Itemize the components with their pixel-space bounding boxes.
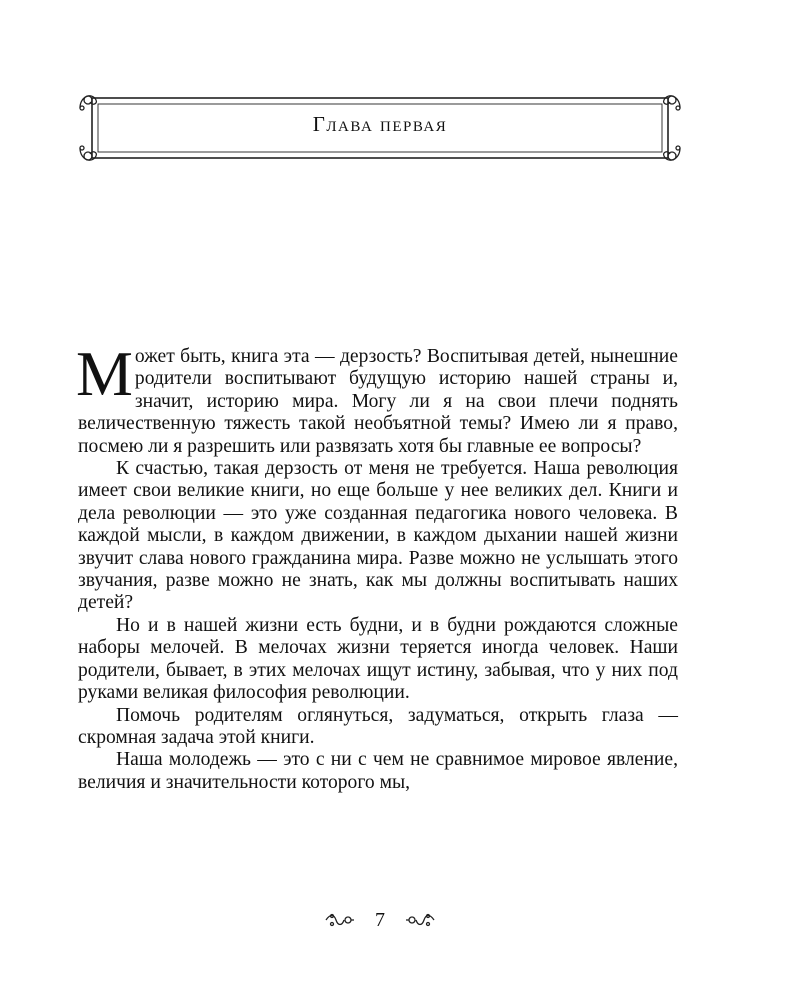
page-footer bbox=[0, 908, 760, 932]
paragraph-4: Помочь родителям оглянуться, задуматься, открыть глаза — скромная задача этой книги. bbox=[78, 704, 678, 748]
paragraph-5: Наша молодежь — это с ни с чем не сравнимое мировое явление, величия и значительности которого мы, bbox=[78, 749, 678, 793]
flourish-ornament-right-icon bbox=[406, 912, 436, 928]
dropcap-letter: М bbox=[76, 338, 133, 409]
paragraph-2: К счастью, такая дерзость от меня не требуется. Наша революция имеет свои великие книги, но еще больше у нее великих дел. Книги и дела революции — это уже созданная педагогика нового человека. В каждой мысли, в каждом движении, в каждом дыхании нашей жизни звучит слава нового гражданина мира. Разве можно не услышать этого звучания, разве можно не знать, как мы должны воспитывать наших детей? bbox=[78, 458, 678, 614]
paragraph-1-text: ожет быть, книга эта — дерзость? Воспитывая детей, нынешние родители воспитывают будущую историю нашей страны и, значит, историю мира. Могу ли я на свои плечи поднять величественную тяжесть такой необъятной темы? Имею ли я право, посмею ли я разрешить или развязать хотя бы главные ее вопросы? bbox=[78, 346, 678, 457]
corner-flourish-bottom-right bbox=[664, 146, 680, 160]
corner-flourish-top-right bbox=[664, 96, 680, 110]
corner-flourish-top-left bbox=[80, 96, 96, 110]
page-number: 7 bbox=[375, 908, 385, 931]
chapter-heading-frame bbox=[78, 92, 682, 164]
chapter-title: Глава первая bbox=[312, 112, 448, 136]
paragraph-1 bbox=[76, 338, 678, 458]
paragraph-3: Но и в нашей жизни есть будни, и в будни рождаются сложные наборы мелочей. В мелочах жизни теряется иногда человек. Наши родители, бывает, в этих мелочах ищут истину, забывая, что у них под руками великая философия революции. bbox=[78, 614, 678, 704]
corner-flourish-bottom-left bbox=[80, 146, 96, 160]
body-text bbox=[76, 338, 678, 794]
flourish-ornament-left-icon bbox=[324, 912, 354, 928]
